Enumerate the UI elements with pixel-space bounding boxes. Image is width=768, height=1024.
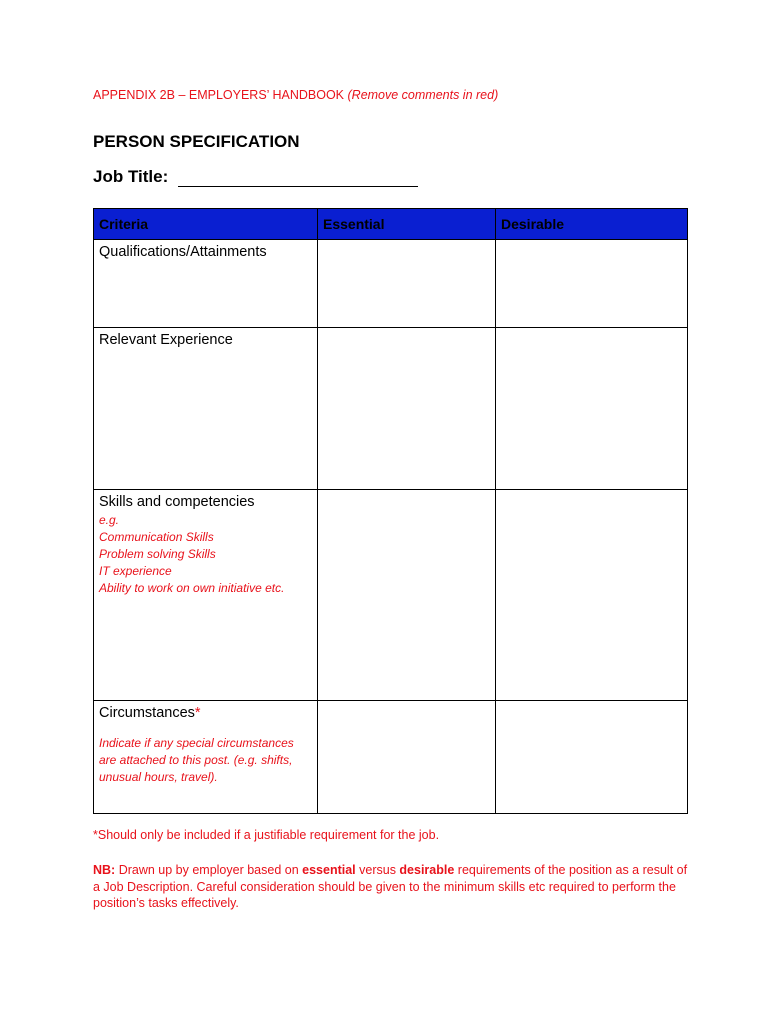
essential-cell[interactable]: [318, 240, 496, 328]
desirable-cell[interactable]: [496, 240, 688, 328]
nb-text-part2: versus: [355, 863, 400, 877]
instruction-line: unusual hours, travel).: [99, 770, 218, 784]
criteria-cell: [94, 701, 318, 814]
criteria-cell: [94, 490, 318, 701]
table-header-row: [94, 209, 688, 240]
table-row: [94, 240, 688, 328]
page-title: PERSON SPECIFICATION: [93, 132, 300, 151]
nb-text-part3: requirements of the position as a result of a Job Description. Careful consideration should be given to the minimum skills etc required to perform the position’s tasks effectively.: [93, 863, 688, 910]
criteria-cell: [94, 328, 318, 490]
job-title-row: [93, 167, 418, 187]
appendix-note: (Remove comments in red): [347, 88, 499, 102]
essential-cell[interactable]: [318, 328, 496, 490]
person-spec-table: [93, 208, 688, 814]
desirable-cell[interactable]: [496, 701, 688, 814]
table-row: [94, 490, 688, 701]
desirable-cell[interactable]: [496, 490, 688, 701]
column-header-essential: Essential: [318, 209, 496, 240]
criteria-cell: [94, 240, 318, 328]
example-line: e.g.: [99, 513, 120, 527]
nb-essential: essential: [302, 863, 356, 877]
criteria-instructions: [99, 735, 312, 786]
job-title-label: Job Title:: [93, 167, 169, 186]
essential-cell[interactable]: [318, 490, 496, 701]
instruction-line: Indicate if any special circumstances: [99, 736, 294, 750]
footnote: *Should only be included if a justifiable requirement for the job.: [93, 828, 440, 842]
example-line: IT experience: [99, 564, 172, 578]
table-row: [94, 328, 688, 490]
appendix-label: APPENDIX 2B – EMPLOYERS’ HANDBOOK: [93, 88, 345, 102]
example-line: Problem solving Skills: [99, 547, 216, 561]
nb-text-part1: Drawn up by employer based on: [115, 863, 303, 877]
essential-cell[interactable]: [318, 701, 496, 814]
criteria-label: Qualifications/Attainments: [99, 244, 267, 260]
appendix-header: [93, 88, 498, 102]
criteria-label: Skills and competencies: [99, 494, 255, 510]
column-header-desirable: Desirable: [496, 209, 688, 240]
column-header-criteria: Criteria: [94, 209, 318, 240]
criteria-examples: [99, 512, 312, 597]
nb-desirable: desirable: [399, 863, 455, 877]
job-title-blank-line[interactable]: [178, 168, 418, 187]
example-line: Ability to work on own initiative etc.: [99, 581, 285, 595]
nb-label: NB:: [93, 863, 116, 877]
nb-paragraph: [93, 862, 693, 912]
example-line: Communication Skills: [99, 530, 214, 544]
criteria-label: Relevant Experience: [99, 332, 233, 348]
desirable-cell[interactable]: [496, 328, 688, 490]
asterisk-marker: *: [194, 705, 201, 721]
criteria-label: Circumstances: [99, 705, 195, 721]
table-row: [94, 701, 688, 814]
instruction-line: are attached to this post. (e.g. shifts,: [99, 753, 293, 767]
